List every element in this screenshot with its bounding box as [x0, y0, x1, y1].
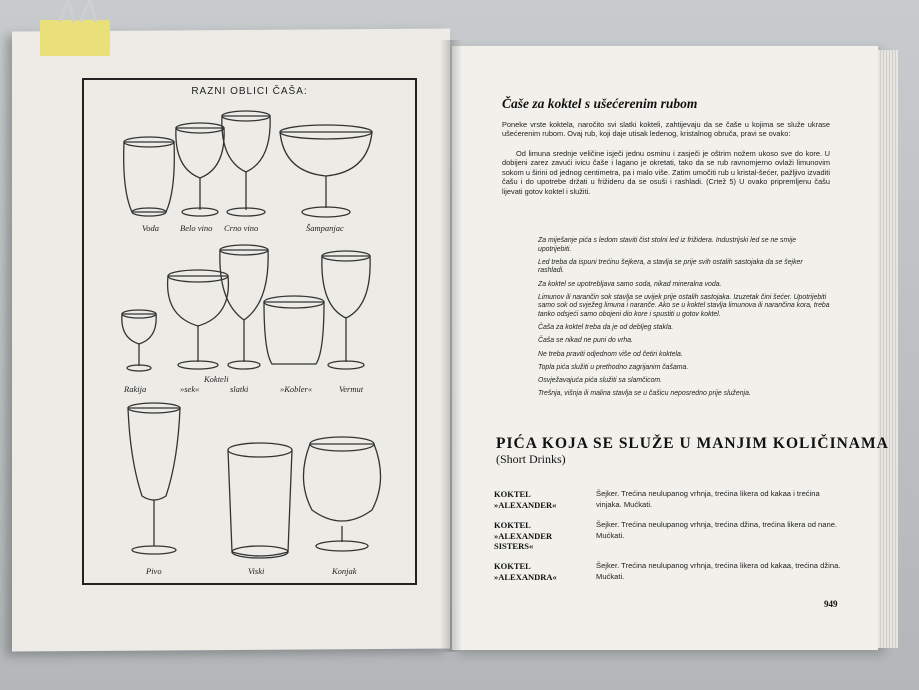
rakija-glass-icon [122, 310, 156, 371]
label-voda: Voda [142, 223, 159, 233]
tip-item: Za koktel se upotrebljava samo soda, nikad mineralna voda. [538, 280, 722, 288]
paragraph-method: Od limuna srednje veličine isječi jednu osminu i zasječi je oštrim nožem ukoso sve do kore. U dobijeni zarez zavući ivicu čaše i lagano je okretati, tako da se rub ravnomjerno ovlaži limunovim sokom u širini od jednog centimetra, pa i malo više. Zatim umočiti rub u kristal-šećer, pažljivo izvaditi čašu i do upotrebe držati u frižideru da se osuši i rashladi. (Crtež 5) U ovako pripremljenu čašu lijevati gotov koktel i služiti. [502, 149, 830, 196]
label-slatki: slatki [230, 384, 249, 394]
entry-name-alexander: KOKTEL »ALEXANDER« [494, 489, 557, 510]
tip-item: Ne treba praviti odjednom više od četiri koktela. [538, 350, 683, 358]
glasses-illustration [82, 78, 417, 585]
entry-desc-alexandra: Šejker. Trećina neulupanog vrhnja, trećina likera od kakaa, trećina džina. Mućkati. [596, 561, 841, 581]
entry-name-alexander-sisters: KOKTEL »ALEXANDER SISTERS« [494, 520, 553, 551]
tip-item: Osvježavajuća pića služiti sa slamčicom. [538, 376, 663, 384]
tip-item: Čaša se nikad ne puni do vrha. [538, 337, 633, 345]
beer-glass-icon [128, 403, 180, 554]
illustration-title: RAZNI OBLICI ČAŠA: [191, 86, 308, 97]
page-edges [878, 50, 898, 648]
paragraph-intro: Poneke vrste koktela, naročito svi slatki kokteli, zahtijevaju da se čaše u kojima se služe ukrase ušećerenim rubom. Ovaj rub, koji daje utisak ledenog, kristalnog obruča, pravi se ovako: [502, 120, 830, 139]
label-konjak: Konjak [332, 566, 357, 576]
book-spine [440, 40, 462, 652]
label-vermut: Vermut [339, 384, 364, 394]
cognac-glass-icon [303, 437, 380, 551]
label-rakija: Rakija [124, 384, 147, 394]
entry-name-alexandra: KOKTEL »ALEXANDRA« [494, 561, 557, 582]
champagne-glass-icon [280, 125, 372, 217]
tips-list [538, 237, 830, 403]
tip-item: Led treba da ispuni trećinu šejkera, a stavlja se prije svih ostalih sastojaka da se šejker rashladi. [538, 258, 803, 275]
label-pivo: Pivo [146, 566, 162, 576]
white-wine-glass-icon [176, 123, 224, 216]
tip-item: Za miješanje pića s ledom staviti čist stolni led iz frižidera. Industrijski led se ne smije upotrijebiti. [538, 237, 797, 253]
label-sampanjac: Šampanjac [306, 223, 344, 233]
red-wine-glass-icon [222, 111, 270, 216]
label-kobler: »Kobler« [280, 384, 313, 394]
water-glass-icon [124, 137, 175, 216]
section-heading-glasses: Čaše za koktel s ušećerenim rubom [502, 96, 698, 111]
entry-desc-alexander: Šejker. Trećina neulupanog vrhnja, trećina likera od kakaa i trećina vinjaka. Mućkati. [596, 489, 820, 509]
label-crno-vino: Crno vino [224, 223, 259, 233]
vermouth-glass-icon [322, 251, 370, 369]
tip-item: Čaša za koktel treba da je od debljeg stakla. [538, 324, 674, 332]
short-drinks-subtitle: (Short Drinks) [496, 452, 566, 466]
label-belo-vino: Belo vino [180, 223, 213, 233]
short-drinks-heading: PIĆA KOJA SE SLUŽE U MANJIM KOLIČINAMA [496, 435, 889, 452]
page-number: 949 [824, 599, 838, 609]
label-kokteli: Kokteli [204, 374, 229, 384]
sek-glass-icon [168, 270, 229, 369]
label-viski: Viski [248, 566, 265, 576]
sweet-cocktail-glass-icon [220, 245, 268, 369]
tip-item: Topla pića služiti u prethodno zagrijanim čašama. [538, 363, 689, 371]
whisky-glass-icon [228, 443, 292, 558]
kobler-glass-icon [264, 296, 324, 364]
binder-clip-icon [38, 0, 112, 58]
tip-item: Trešnja, višnja ili malina stavlja se u čašicu neposredno prije služenja. [538, 390, 751, 398]
label-sek: »sek« [180, 384, 200, 394]
tip-item: Limunov ili narančin sok stavlja se uvijek prije ostalih sastojaka. Izuzetak čini šećer. Upotrijebiti samo sok od svježeg limuna i naranče. Ako se u koktel stavlja limunova ili narančina kora, treba tanko odsjeći samo obojeni dio kore i spustiti u gotov koktel. [538, 293, 830, 318]
entry-desc-alexander-sisters: Šejker. Trećina neulupanog vrhnja, trećina džina, trećina likera od nane. Mućkati. [596, 520, 838, 540]
